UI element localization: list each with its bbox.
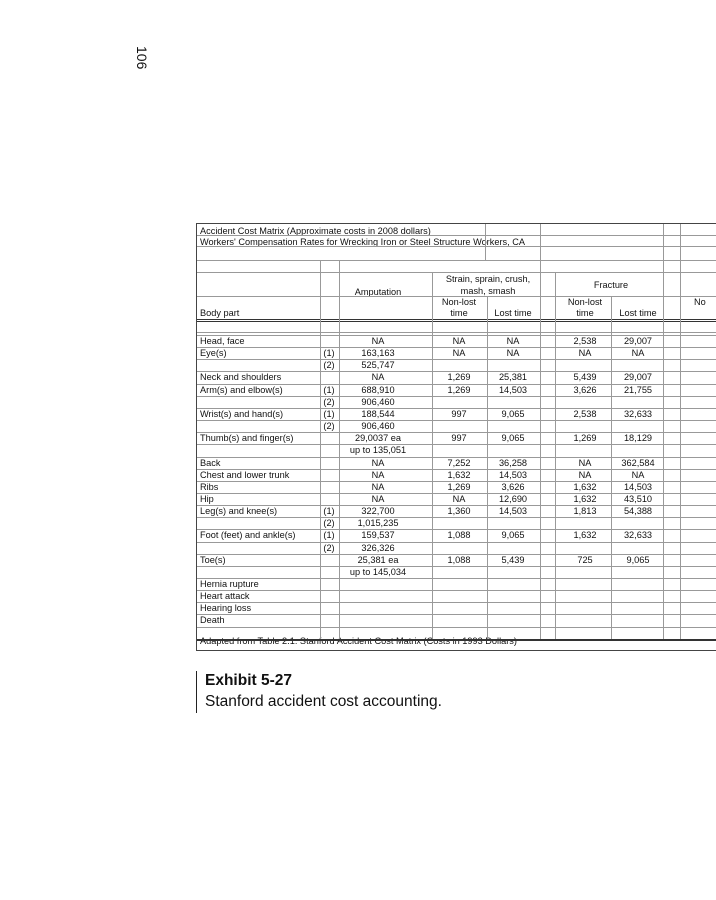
index-cell: (1) xyxy=(323,408,335,419)
strain-lost-cell: 14,503 xyxy=(498,506,528,517)
table-rule xyxy=(197,246,716,247)
amputation-cell: up to 135,051 xyxy=(349,445,407,456)
amputation-cell: 163,163 xyxy=(361,348,395,359)
table-column-rule xyxy=(339,260,340,639)
table-rule xyxy=(197,235,716,236)
body-part-cell: Hip xyxy=(200,493,214,504)
fracture-nonlost-cell: 2,538 xyxy=(573,336,597,346)
table-row-rule xyxy=(197,396,716,397)
table-column-rule xyxy=(487,296,488,639)
amputation-cell: 906,460 xyxy=(361,421,395,432)
body-part-cell: Hearing loss xyxy=(200,603,252,614)
strain-lost-cell: 14,503 xyxy=(498,469,528,480)
table-rule xyxy=(197,272,716,273)
strain-nonlost-cell: 1,360 xyxy=(447,506,471,517)
index-cell: (1) xyxy=(323,506,335,517)
fracture-lost-cell: 14,503 xyxy=(623,481,653,492)
table-row-rule xyxy=(197,420,716,421)
fracture-nonlost-cell: 1,632 xyxy=(573,530,597,541)
strain-nonlost-cell: 1,269 xyxy=(447,372,471,383)
table-rule xyxy=(197,321,716,322)
fracture-lost-cell: 362,584 xyxy=(621,457,655,468)
amputation-cell: 906,460 xyxy=(361,396,395,407)
body-part-cell: Heart attack xyxy=(200,591,250,602)
fracture-nonlost-cell: NA xyxy=(578,469,592,480)
index-cell: (1) xyxy=(323,530,335,541)
body-part-cell: Foot (feet) and ankle(s) xyxy=(200,530,296,541)
strain-lost-cell: 36,258 xyxy=(498,457,528,468)
table-column-rule xyxy=(485,224,486,260)
table-rule xyxy=(197,260,716,261)
amputation-cell: NA xyxy=(371,372,385,383)
strain-lost-cell: 25,381 xyxy=(498,372,528,383)
amputation-cell: 326,326 xyxy=(361,542,395,553)
accident-cost-matrix-table xyxy=(196,223,716,651)
table-column-rule xyxy=(611,296,612,639)
header-partial-right: No xyxy=(694,297,706,307)
amputation-cell: 688,910 xyxy=(361,384,395,395)
header-fracture: Fracture xyxy=(593,280,629,290)
fracture-lost-cell: 32,633 xyxy=(623,408,653,419)
body-part-cell: Eye(s) xyxy=(200,348,227,359)
exhibit-text: Stanford accident cost accounting. xyxy=(205,693,442,710)
fracture-lost-cell: 18,129 xyxy=(623,433,653,444)
fracture-nonlost-cell: 1,632 xyxy=(573,481,597,492)
fracture-nonlost-cell: 1,269 xyxy=(573,433,597,444)
table-rule xyxy=(197,296,716,297)
fracture-lost-cell: 21,755 xyxy=(623,384,653,395)
body-part-cell: Death xyxy=(200,615,225,626)
body-part-cell: Hernia rupture xyxy=(200,579,259,589)
table-column-rule xyxy=(680,224,681,639)
strain-lost-cell: 3,626 xyxy=(501,481,525,492)
strain-nonlost-cell: 1,269 xyxy=(447,481,471,492)
strain-nonlost-cell: NA xyxy=(452,493,466,504)
table-row-rule xyxy=(197,614,716,615)
strain-nonlost-cell: 7,252 xyxy=(447,457,471,468)
table-row-rule xyxy=(197,590,716,591)
amputation-cell: up to 145,034 xyxy=(349,566,407,577)
index-cell: (2) xyxy=(323,396,335,407)
fracture-lost-cell: 29,007 xyxy=(623,372,653,383)
fracture-lost-cell: NA xyxy=(631,348,645,359)
amputation-cell: 188,544 xyxy=(361,408,395,419)
index-cell: (2) xyxy=(323,421,335,432)
fracture-nonlost-cell: NA xyxy=(578,457,592,468)
amputation-cell: NA xyxy=(371,469,385,480)
header-fracture-nonlost-line1: Non-lost xyxy=(567,297,603,307)
fracture-lost-cell: 54,388 xyxy=(623,506,653,517)
amputation-cell: NA xyxy=(371,493,385,504)
body-part-cell: Ribs xyxy=(200,481,219,492)
body-part-cell: Thumb(s) and finger(s) xyxy=(200,433,294,444)
table-column-rule xyxy=(555,272,556,639)
strain-nonlost-cell: 1,632 xyxy=(447,469,471,480)
strain-nonlost-cell: NA xyxy=(452,348,466,359)
body-part-cell: Leg(s) and knee(s) xyxy=(200,506,278,517)
body-part-cell: Neck and shoulders xyxy=(200,372,282,383)
body-part-cell: Toe(s) xyxy=(200,554,226,565)
index-cell: (2) xyxy=(323,360,335,371)
table-rule xyxy=(197,332,716,333)
amputation-cell: NA xyxy=(371,481,385,492)
strain-lost-cell: 14,503 xyxy=(498,384,528,395)
exhibit-label: Exhibit 5-27 xyxy=(205,672,292,689)
amputation-cell: NA xyxy=(371,457,385,468)
header-body-part: Body part xyxy=(200,308,240,318)
strain-lost-cell: NA xyxy=(506,336,520,346)
table-row-rule xyxy=(197,517,716,518)
amputation-cell: 29,0037 ea xyxy=(355,433,401,444)
body-part-cell: Back xyxy=(200,457,221,468)
fracture-nonlost-cell: 3,626 xyxy=(573,384,597,395)
table-row-rule xyxy=(197,359,716,360)
table-rule xyxy=(197,627,716,628)
amputation-cell: 525,747 xyxy=(361,360,395,371)
index-cell: (1) xyxy=(323,384,335,395)
strain-lost-cell: 9,065 xyxy=(501,530,525,541)
table-row-rule xyxy=(197,578,716,579)
strain-nonlost-cell: 997 xyxy=(451,433,467,444)
strain-lost-cell: 12,690 xyxy=(498,493,528,504)
header-strain-line1: Strain, sprain, crush, xyxy=(445,274,531,284)
fracture-nonlost-cell: NA xyxy=(578,348,592,359)
header-strain-line2: mash, smash xyxy=(460,286,516,296)
header-amputation: Amputation xyxy=(354,287,402,297)
amputation-cell: 25,381 ea xyxy=(357,554,399,565)
fracture-nonlost-cell: 1,632 xyxy=(573,493,597,504)
table-subtitle: Workers' Compensation Rates for Wrecking Iron or Steel Structure Workers, CA xyxy=(200,237,525,247)
table-column-rule xyxy=(320,260,321,639)
index-cell: (2) xyxy=(323,518,335,529)
table-title: Accident Cost Matrix (Approximate costs in 2008 dollars) xyxy=(200,226,431,236)
strain-nonlost-cell: 1,269 xyxy=(447,384,471,395)
index-cell: (2) xyxy=(323,542,335,553)
header-strain-nonlost-line2: time xyxy=(450,308,468,318)
table-row-rule xyxy=(197,542,716,543)
amputation-cell: 1,015,235 xyxy=(357,518,399,529)
fracture-nonlost-cell: 1,813 xyxy=(573,506,597,517)
body-part-cell: Wrist(s) and hand(s) xyxy=(200,408,284,419)
fracture-lost-cell: 29,007 xyxy=(623,336,653,346)
page-number: 106 xyxy=(134,46,150,70)
strain-lost-cell: 5,439 xyxy=(501,554,525,565)
body-part-cell: Head, face xyxy=(200,336,245,346)
fracture-lost-cell: NA xyxy=(631,469,645,480)
table-row-rule xyxy=(197,444,716,445)
table-row-rule xyxy=(197,602,716,603)
table-row-rule xyxy=(197,566,716,567)
table-column-rule xyxy=(432,272,433,639)
body-part-cell: Arm(s) and elbow(s) xyxy=(200,384,283,395)
exhibit-caption xyxy=(196,671,442,713)
fracture-nonlost-cell: 2,538 xyxy=(573,408,597,419)
table-rule xyxy=(197,319,716,320)
header-fracture-nonlost-line2: time xyxy=(576,308,594,318)
table-rule xyxy=(197,640,716,641)
fracture-nonlost-cell: 5,439 xyxy=(573,372,597,383)
fracture-lost-cell: 9,065 xyxy=(626,554,650,565)
fracture-nonlost-cell: 725 xyxy=(577,554,593,565)
header-strain-lost-time: Lost time xyxy=(494,308,532,318)
strain-lost-cell: NA xyxy=(506,348,520,359)
amputation-cell: NA xyxy=(371,336,385,346)
amputation-cell: 322,700 xyxy=(361,506,395,517)
amputation-cell: 159,537 xyxy=(361,530,395,541)
header-fracture-lost-time: Lost time xyxy=(619,308,657,318)
strain-lost-cell: 9,065 xyxy=(501,433,525,444)
index-cell: (1) xyxy=(323,348,335,359)
fracture-lost-cell: 43,510 xyxy=(623,493,653,504)
strain-lost-cell: 9,065 xyxy=(501,408,525,419)
fracture-lost-cell: 32,633 xyxy=(623,530,653,541)
strain-nonlost-cell: NA xyxy=(452,336,466,346)
header-strain-nonlost-line1: Non-lost xyxy=(441,297,477,307)
strain-nonlost-cell: 1,088 xyxy=(447,554,471,565)
body-part-cell: Chest and lower trunk xyxy=(200,469,290,480)
table-footer: Adapted from Table 2.1: Stanford Accident Cost Matrix (Costs in 1993 Dollars) xyxy=(200,636,517,646)
table-column-rule xyxy=(663,224,664,639)
strain-nonlost-cell: 997 xyxy=(451,408,467,419)
strain-nonlost-cell: 1,088 xyxy=(447,530,471,541)
table-column-rule xyxy=(540,224,541,639)
